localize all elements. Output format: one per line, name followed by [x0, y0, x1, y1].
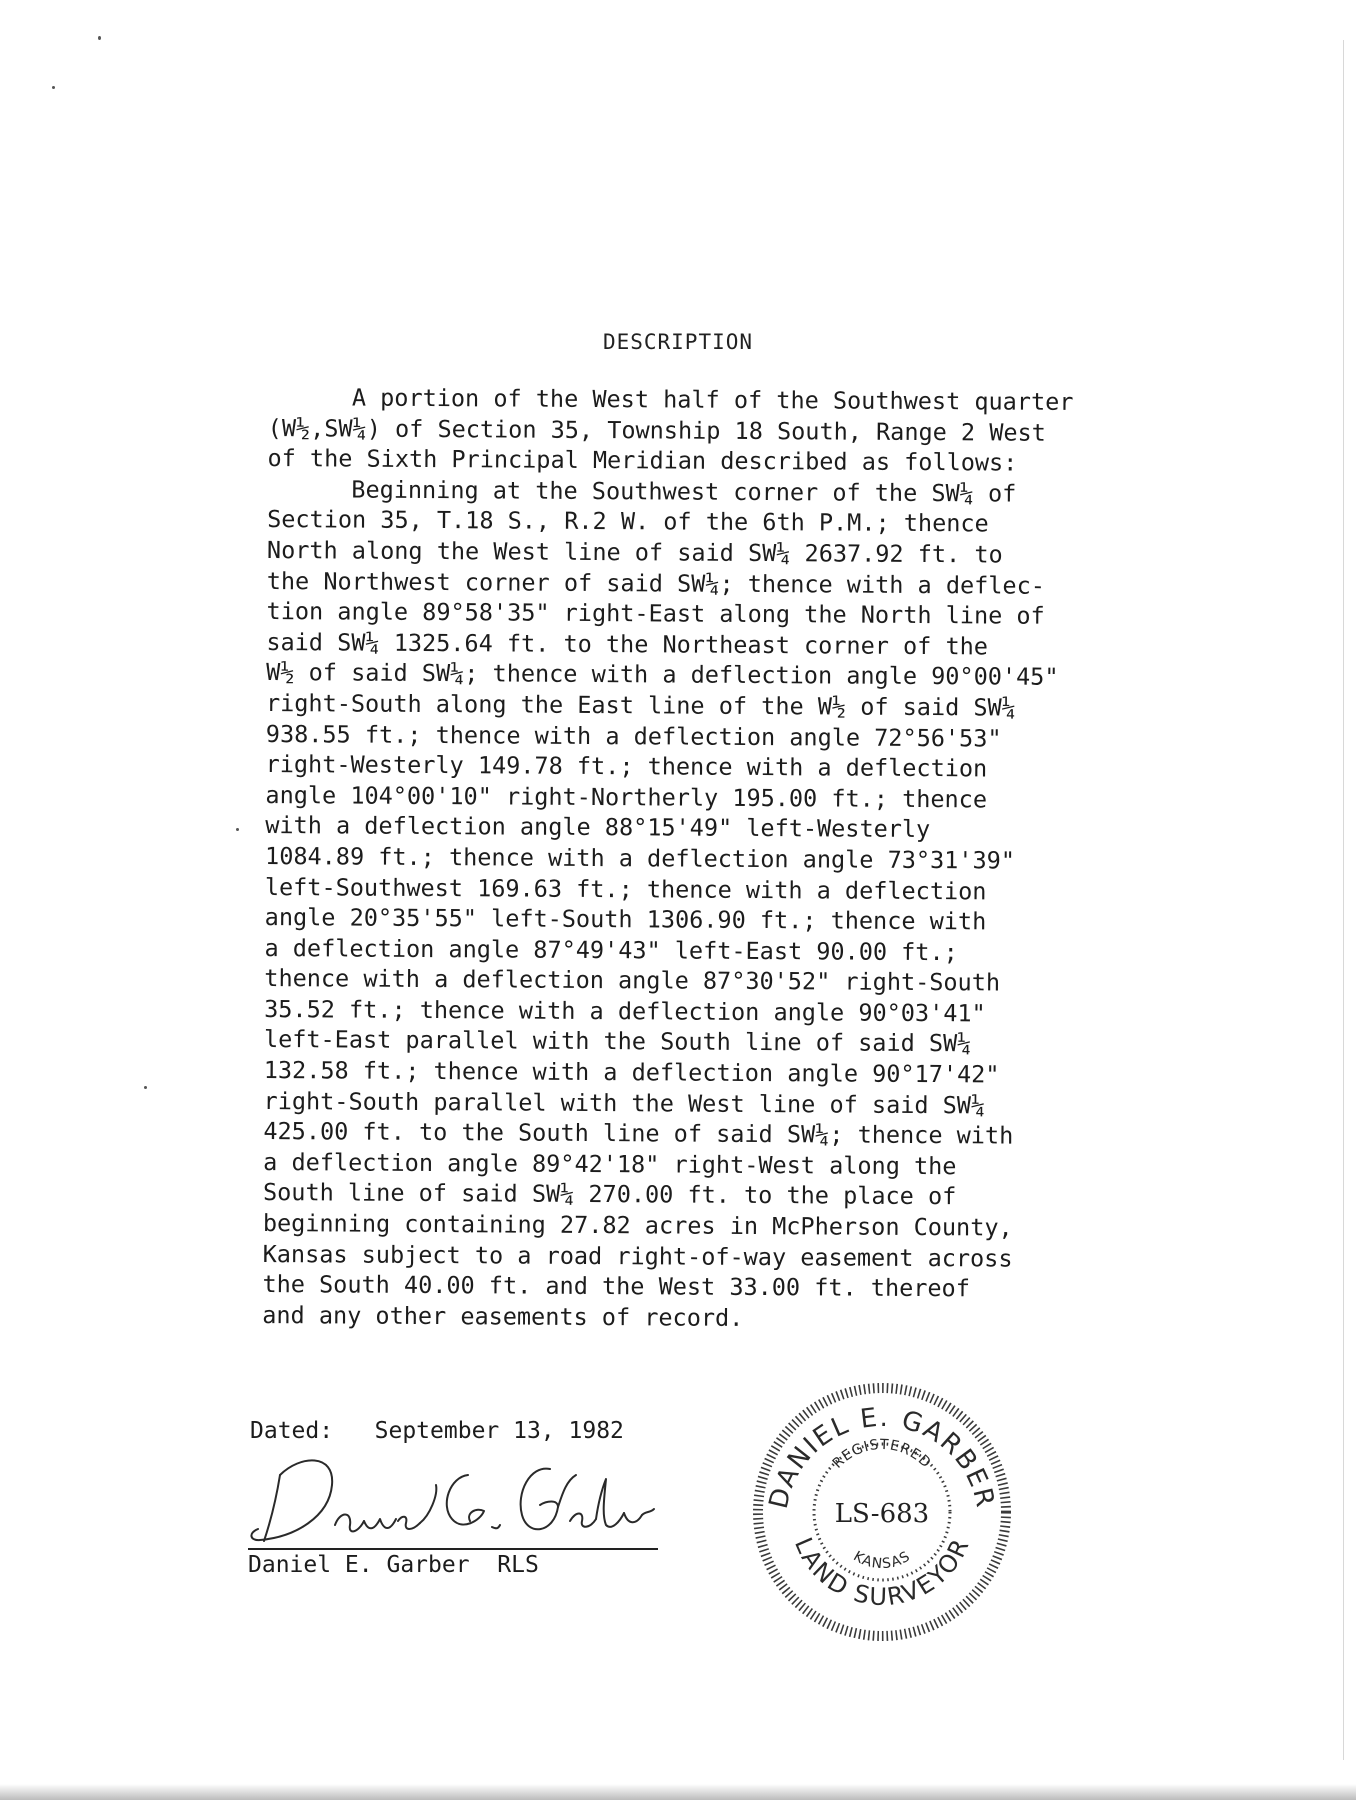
signature-line	[248, 1548, 658, 1550]
description-line: and any other easements of record.	[262, 1300, 744, 1332]
legal-description	[262, 382, 1198, 1336]
description-line: a deflection angle 89°42'18" right-West along the	[263, 1147, 957, 1181]
page-edge-bottom	[0, 1784, 1356, 1800]
svg-text:KANSAS	[851, 1548, 914, 1572]
handwritten-signature	[240, 1445, 660, 1545]
description-line: W½ of said SW¼; thence with a deflection angle 90°00'45"	[266, 658, 1059, 692]
description-line: right-Westerly 149.78 ft.; thence with a deflection	[265, 750, 988, 783]
scan-speck	[236, 828, 239, 831]
page-edge-right	[1343, 40, 1344, 1760]
description-line: said SW¼ 1325.64 ft. to the Northeast corner of the	[266, 627, 989, 661]
dated-value: September 13, 1982	[374, 1418, 624, 1444]
description-line: tion angle 89°58'35" right-East along the North line of	[266, 597, 1045, 630]
svg-text:REGISTERED	[830, 1437, 935, 1472]
description-line: North along the West line of said SW¼ 2637.92 ft. to	[266, 535, 1003, 569]
description-line: the Northwest corner of said SW¼; thence with a deflec-	[266, 566, 1046, 600]
description-line: right-South along the East line of the W½ of said SW¼	[265, 688, 1016, 722]
signer-name: Daniel E. Garber	[248, 1552, 470, 1578]
description-line: with a deflection angle 88°15'49" left-Westerly	[265, 811, 931, 844]
dated-line	[250, 1418, 624, 1444]
description-line: 1084.89 ft.; thence with a deflection angle 73°31'39"	[265, 841, 1016, 875]
description-line: left-East parallel with the South line of said SW¼	[263, 1025, 972, 1058]
description-line: right-South parallel with the West line of said SW¼	[263, 1086, 986, 1120]
scan-speck	[52, 86, 55, 89]
description-line: thence with a deflection angle 87°30'52" right-South	[264, 964, 1001, 997]
svg-text:DANIEL E. GARBER	[764, 1403, 1000, 1512]
description-line: 35.52 ft.; thence with a deflection angle 90°03'41"	[264, 994, 986, 1028]
description-line: Section 35, T.18 S., R.2 W. of the 6th P.M.; thence	[267, 505, 989, 538]
scan-speck	[144, 1086, 147, 1089]
description-line: beginning containing 27.82 acres in McPherson County,	[262, 1209, 1013, 1242]
surveyor-seal	[752, 1382, 1012, 1642]
description-line: a deflection angle 87°49'43" left-East 90.00 ft.;	[264, 933, 958, 966]
signer-line	[248, 1552, 539, 1578]
description-line: 425.00 ft. to the South line of said SW¼; thence with	[263, 1117, 1014, 1150]
description-line: the South 40.00 ft. and the West 33.00 ft. thereof	[262, 1270, 970, 1303]
seal-registered-text: REGISTERED	[829, 1436, 935, 1472]
description-line: of the Sixth Principal Meridian described as follows:	[267, 444, 1018, 477]
description-line: left-Southwest 169.63 ft.; thence with a deflection	[264, 872, 987, 905]
dated-label: Dated:	[250, 1418, 334, 1444]
seal-bottom-text: LAND SURVEYOR	[788, 1533, 976, 1612]
description-line: angle 104°00'10" right-Northerly 195.00 ft.; thence	[265, 780, 988, 814]
description-line: 132.58 ft.; thence with a deflection angle 90°17'42"	[263, 1056, 1000, 1089]
scan-speck	[98, 36, 101, 40]
description-line: Beginning at the Southwest corner of the SW¼ of	[351, 475, 1017, 508]
seal-top-text: DANIEL E. GARBER	[763, 1402, 1001, 1512]
seal-license-number: LS-683	[834, 1499, 930, 1529]
description-line: A portion of the West half of the Southwest quarter	[351, 383, 1074, 416]
document-title: DESCRIPTION	[602, 330, 754, 354]
description-line: Kansas subject to a road right-of-way easement across	[262, 1239, 1013, 1273]
description-line: (W½,SW¼) of Section 35, Township 18 South, Range 2 West	[267, 413, 1046, 447]
signer-credential: RLS	[497, 1552, 539, 1578]
seal-state-text: KANSAS	[850, 1548, 914, 1573]
description-line: South line of said SW¼ 270.00 ft. to the place of	[262, 1178, 957, 1211]
description-line: angle 20°35'55" left-South 1306.90 ft.; thence with	[264, 903, 987, 936]
description-line: 938.55 ft.; thence with a deflection angle 72°56'53"	[265, 719, 1002, 753]
